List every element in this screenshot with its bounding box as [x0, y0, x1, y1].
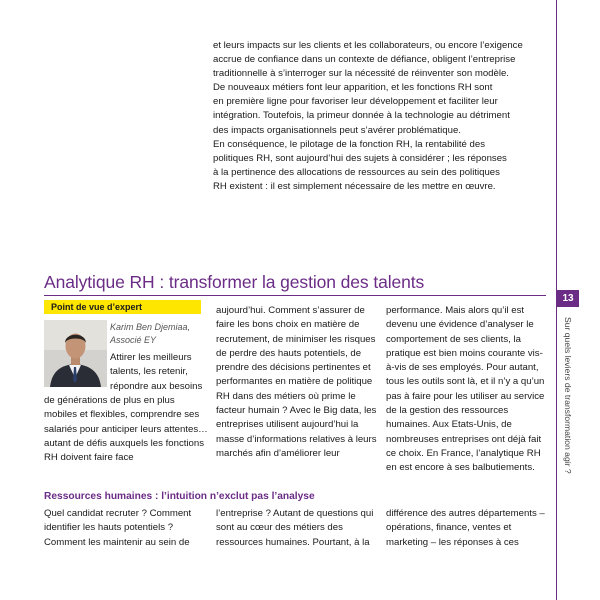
subsection-column-1: Quel candidat recruter ? Comment identifier les hauts potentiels ? Comment les maintenir au sein de [44, 508, 192, 548]
subsection-title: Ressources humaines : l’intuition n’exclut pas l’analyse [44, 491, 315, 502]
subsection-column-3: différence des autres départements – opérations, finance, ventes et marketing – les réponses à ces [386, 508, 545, 548]
running-title: Sur quels leviers de transformation agir ? [563, 317, 573, 474]
author-name: Karim Ben Djemiaa, [110, 322, 191, 332]
intro-line: à la pertinence des allocations de ressources au sein des politiques [213, 166, 500, 178]
expert-badge: Point de vue d’expert [44, 300, 201, 314]
author-role: Associé EY [110, 335, 157, 345]
intro-line: politiques RH, sont aujourd’hui des sujets à considérer ; les réponses [213, 152, 507, 164]
section-title: Analytique RH : transformer la gestion des talents [44, 272, 425, 292]
article-column-1: de générations de plus en plus mobiles et flexibles, comprendre ses salariés pour anticiper leurs attentes… autant de défis auxquels les fonctions RH doivent faire face [44, 395, 208, 464]
intro-line: RH existent : il est simplement nécessaire de les mettre en œuvre. [213, 180, 496, 192]
page-number: 13 [557, 290, 579, 307]
title-divider [44, 295, 546, 296]
article-column-3: performance. Mais alors qu’il est devenu une évidence d’analyser le comportement de ses clients, la pratique est bien moins courante vis-à-vis de ses employés. Pour autant, tous les outils sont là, et il n’y a qu’un pas à faire pour les utiliser au service de la gestion des ressources humaines. Aux Etats-Unis, de nombreuses entreprises ont déjà fait ce choix. En France, l’analytique RH en est encore à ses balbutiements. [386, 305, 545, 474]
intro-line: En conséquence, le pilotage de la fonction RH, la rentabilité des [213, 138, 485, 150]
intro-paragraph [213, 39, 535, 194]
intro-line: accrue de confiance dans un contexte de défiance, obligent l’entreprise [213, 54, 516, 66]
intro-line: en première ligne pour favoriser leur développement et faciliter leur [213, 96, 498, 108]
intro-line: De nouveaux métiers font leur apparition, et les fonctions RH sont [213, 82, 493, 94]
intro-line: et leurs impacts sur les clients et les collaborateurs, ou encore l’exigence [213, 40, 523, 51]
intro-line: traditionnelle à s’interroger sur la nécessité de réinventer son modèle. [213, 68, 509, 80]
subsection-column-2: l’entreprise ? Autant de questions qui sont au cœur des métiers des ressources humaines. Pourtant, à la [216, 508, 374, 548]
article-column-1-top: Attirer les meilleurs talents, les retenir, répondre aux besoins [110, 352, 203, 392]
intro-line: intégration. Toutefois, la primeur donnée à la technologie au détriment [213, 110, 510, 122]
article-column-2: aujourd’hui. Comment s’assurer de faire les bons choix en matière de recrutement, de minimiser les risques de perdre des hauts potentiels, de prendre des décisions pertinentes et performantes en matière de politique RH dans des métiers où prime le facteur humain ? Avec le Big data, les entreprises utilisent aujourd’hui la masse d’informations relatives à leurs marchés afin d’améliorer leur [216, 305, 377, 459]
author-photo [44, 320, 107, 387]
intro-line: des impacts organisationnels peut s’avérer problématique. [213, 124, 461, 136]
